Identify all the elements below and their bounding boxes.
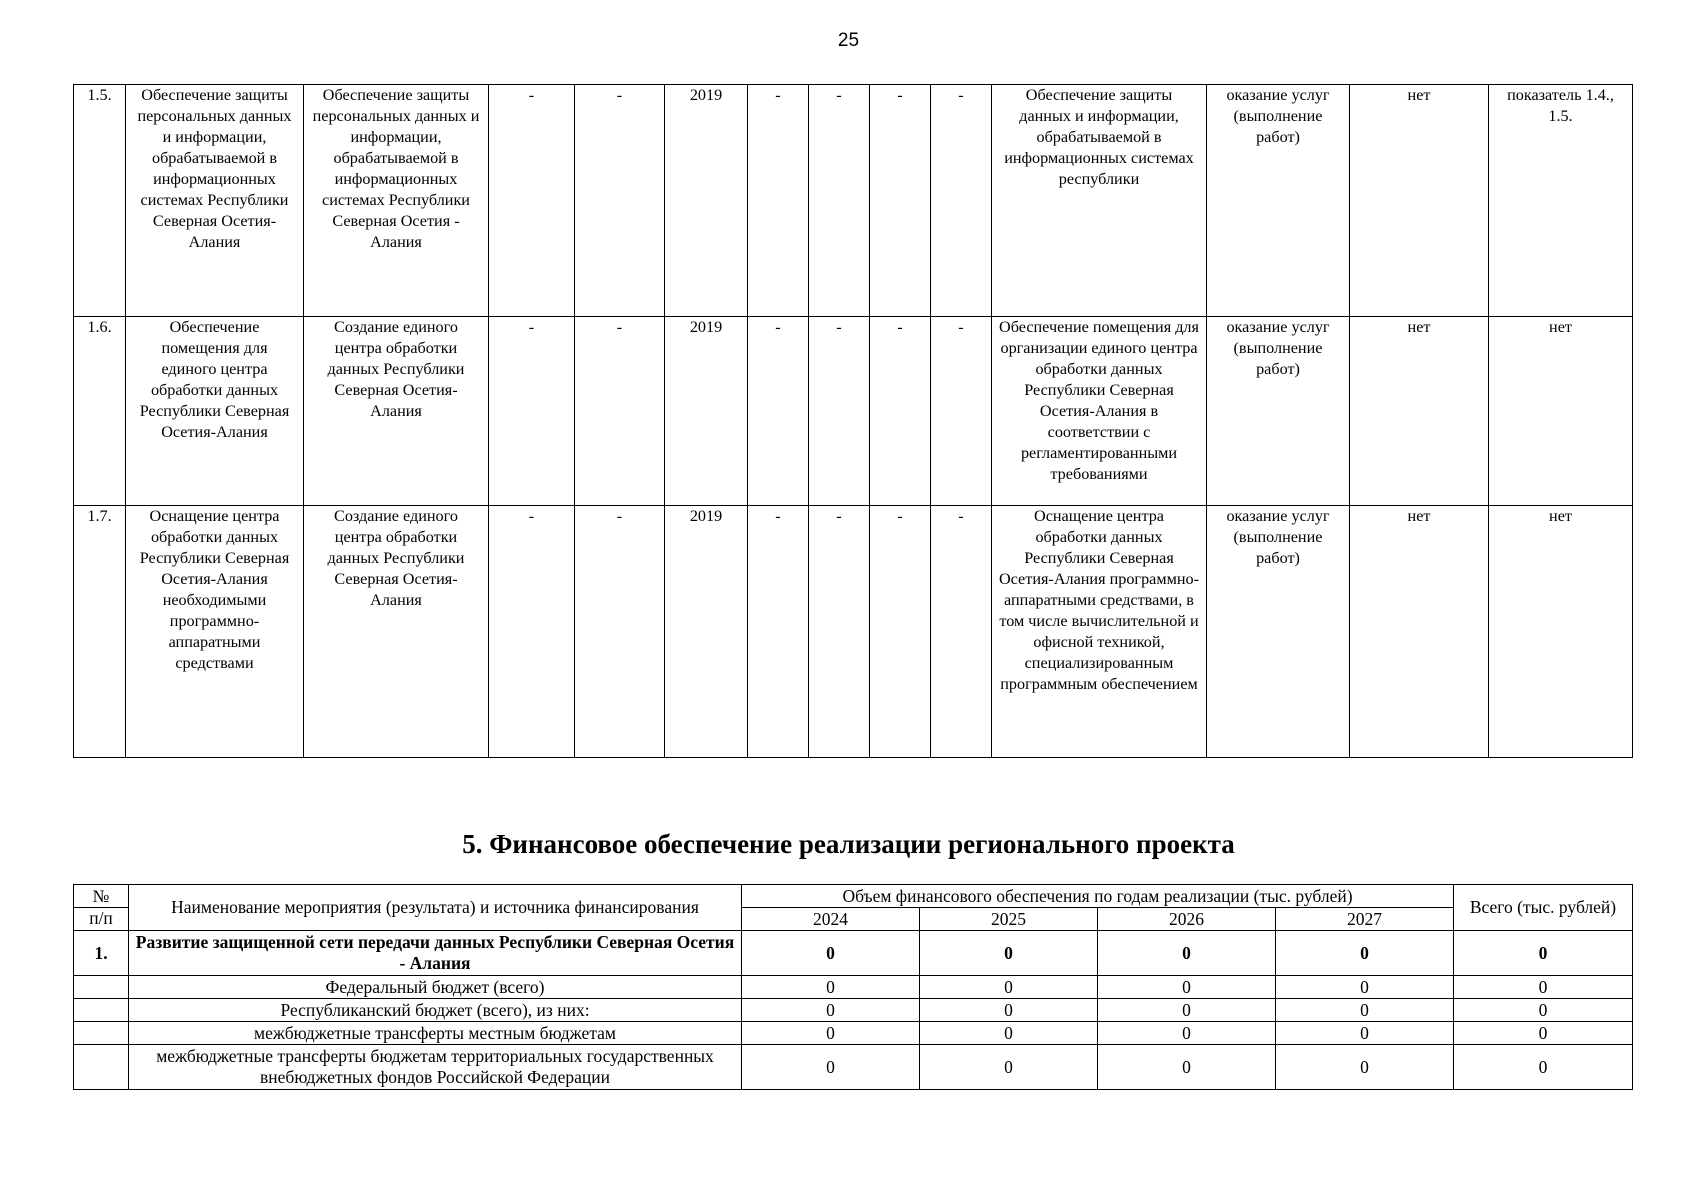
row-value: 0 (1098, 1022, 1276, 1045)
activity-year: 2019 (665, 317, 748, 506)
row-name: Федеральный бюджет (всего) (129, 976, 742, 999)
header-year: 2027 (1276, 908, 1454, 931)
row-value: 0 (742, 976, 920, 999)
row-value: 0 (1276, 999, 1454, 1022)
table-cell: - (931, 85, 992, 317)
table-row (74, 931, 1633, 976)
row-number (74, 976, 129, 999)
header-row (74, 885, 1633, 908)
row-total: 0 (1454, 999, 1633, 1022)
table-cell: - (748, 506, 809, 758)
table-cell: - (809, 317, 870, 506)
table-cell: - (809, 85, 870, 317)
table-cell: - (489, 506, 575, 758)
activity-flag: нет (1350, 317, 1489, 506)
row-value: 0 (742, 1022, 920, 1045)
section-title: 5. Финансовое обеспечение реализации регионального проекта (462, 829, 1235, 859)
activity-result: Создание единого центра обработки данных Республики Северная Осетия-Алания (304, 317, 489, 506)
row-value: 0 (920, 931, 1098, 976)
row-value: 0 (920, 999, 1098, 1022)
row-value: 0 (1276, 931, 1454, 976)
header-year: 2024 (742, 908, 920, 931)
header-year: 2026 (1098, 908, 1276, 931)
activity-year: 2019 (665, 85, 748, 317)
table-row (74, 1022, 1633, 1045)
activity-link: нет (1489, 506, 1633, 758)
activity-type: оказание услуг (выполнение работ) (1207, 85, 1350, 317)
table-cell: - (870, 317, 931, 506)
row-number: 1.5. (74, 85, 126, 317)
row-total: 0 (1454, 1045, 1633, 1090)
table-cell: - (748, 85, 809, 317)
table-row (74, 506, 1633, 758)
row-value: 0 (920, 976, 1098, 999)
row-value: 0 (742, 999, 920, 1022)
row-total: 0 (1454, 976, 1633, 999)
row-number (74, 999, 129, 1022)
table-row (74, 85, 1633, 317)
activity-link: показатель 1.4., 1.5. (1489, 85, 1633, 317)
table-cell: - (748, 317, 809, 506)
activity-link: нет (1489, 317, 1633, 506)
activity-flag: нет (1350, 85, 1489, 317)
table-cell: - (575, 85, 665, 317)
row-number: 1. (74, 931, 129, 976)
row-value: 0 (1276, 1045, 1454, 1090)
activity-characteristic: Обеспечение защиты данных и информации, обрабатываемой в информационных системах республики (992, 85, 1207, 317)
row-value: 0 (742, 931, 920, 976)
header-volume: Объем финансового обеспечения по годам реализации (тыс. рублей) (742, 885, 1454, 908)
row-value: 0 (920, 1045, 1098, 1090)
header-total: Всего (тыс. рублей) (1454, 885, 1633, 931)
row-number: 1.6. (74, 317, 126, 506)
activity-flag: нет (1350, 506, 1489, 758)
row-name: Развитие защищенной сети передачи данных Республики Северная Осетия - Алания (129, 931, 742, 976)
row-name: межбюджетные трансферты бюджетам территориальных государственных внебюджетных фондов Российской Федерации (129, 1045, 742, 1090)
row-value: 0 (1098, 931, 1276, 976)
row-number (74, 1045, 129, 1090)
row-number: 1.7. (74, 506, 126, 758)
header-year: 2025 (920, 908, 1098, 931)
table-row (74, 1045, 1633, 1090)
row-name: Республиканский бюджет (всего), из них: (129, 999, 742, 1022)
page-number: 25 (837, 30, 860, 51)
table-cell: - (809, 506, 870, 758)
table-cell: - (575, 317, 665, 506)
activity-result: Обеспечение защиты персональных данных и информации, обрабатываемой в информационных системах Республики Северная Осетия - Алания (304, 85, 489, 317)
table-row (74, 976, 1633, 999)
row-value: 0 (1276, 976, 1454, 999)
table-cell: - (931, 506, 992, 758)
activity-type: оказание услуг (выполнение работ) (1207, 317, 1350, 506)
activity-year: 2019 (665, 506, 748, 758)
activity-characteristic: Обеспечение помещения для организации единого центра обработки данных Республики Северная Осетия-Алания в соответствии с регламентированными требованиями (992, 317, 1207, 506)
row-name: межбюджетные трансферты местным бюджетам (129, 1022, 742, 1045)
table-cell: - (931, 317, 992, 506)
activities-table (73, 84, 1633, 758)
row-value: 0 (1276, 1022, 1454, 1045)
table-cell: - (575, 506, 665, 758)
row-value: 0 (1098, 976, 1276, 999)
activity-type: оказание услуг (выполнение работ) (1207, 506, 1350, 758)
row-value: 0 (920, 1022, 1098, 1045)
row-value: 0 (742, 1045, 920, 1090)
activity-result: Создание единого центра обработки данных Республики Северная Осетия-Алания (304, 506, 489, 758)
table-cell: - (870, 506, 931, 758)
activity-name: Обеспечение помещения для единого центра обработки данных Республики Северная Осетия-Алания (126, 317, 304, 506)
header-num-top: № (74, 885, 129, 908)
header-num-bottom: п/п (74, 908, 129, 931)
activity-name: Обеспечение защиты персональных данных и информации, обрабатываемой в информационных системах Республики Северная Осетия-Алания (126, 85, 304, 317)
row-total: 0 (1454, 931, 1633, 976)
financing-table (73, 884, 1633, 1090)
table-cell: - (489, 317, 575, 506)
header-name: Наименование мероприятия (результата) и источника финансирования (129, 885, 742, 931)
row-number (74, 1022, 129, 1045)
row-value: 0 (1098, 999, 1276, 1022)
row-total: 0 (1454, 1022, 1633, 1045)
table-cell: - (870, 85, 931, 317)
table-row (74, 317, 1633, 506)
table-row (74, 999, 1633, 1022)
activity-characteristic: Оснащение центра обработки данных Республики Северная Осетия-Алания программно-аппаратными средствами, в том числе вычислительной и офисной техникой, специализированным программным обеспечением (992, 506, 1207, 758)
activity-name: Оснащение центра обработки данных Республики Северная Осетия-Алания необходимыми программно-аппаратными средствами (126, 506, 304, 758)
row-value: 0 (1098, 1045, 1276, 1090)
table-cell: - (489, 85, 575, 317)
